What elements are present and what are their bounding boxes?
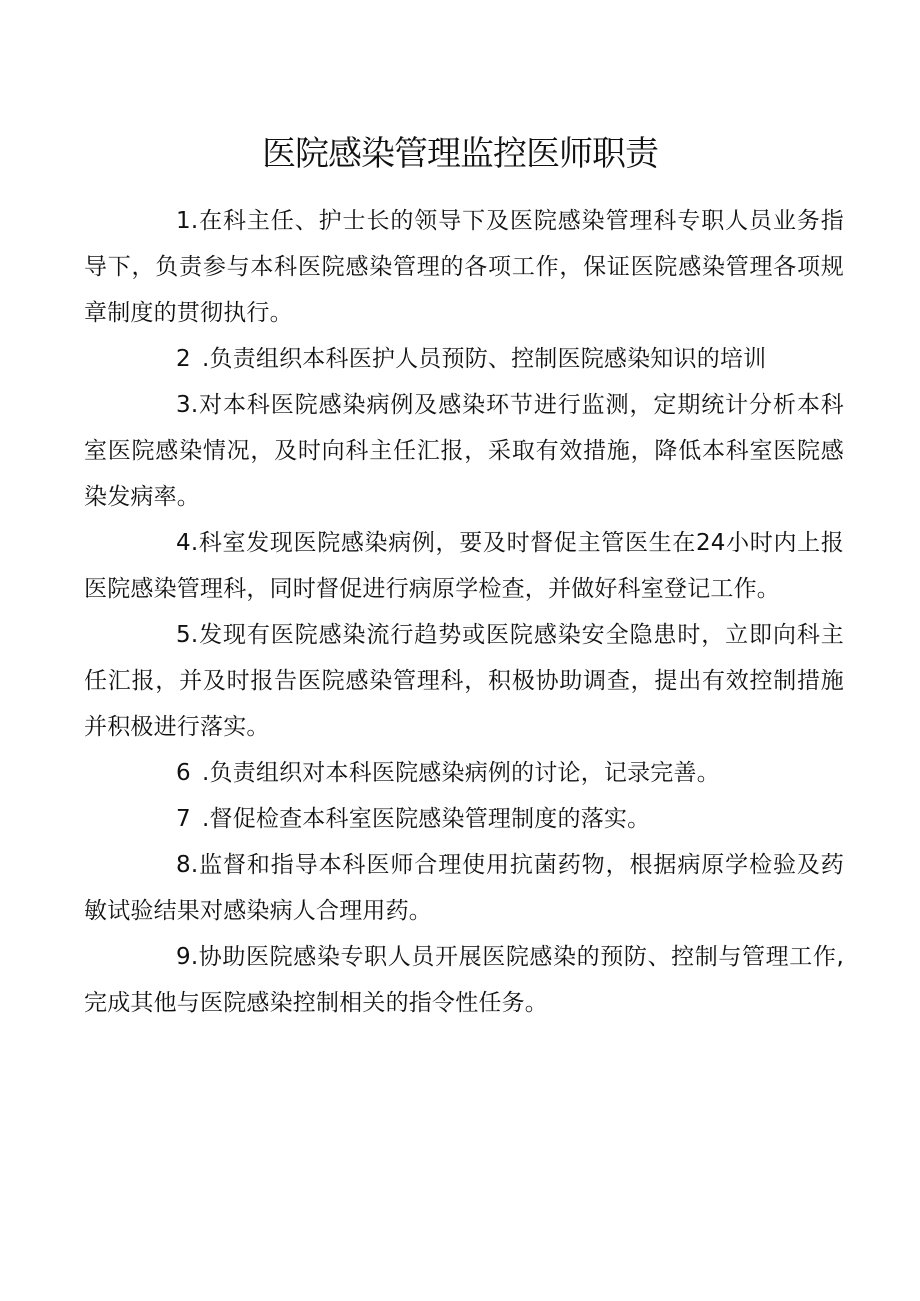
duty-text: .协助医院感染专职人员开展医院感染的预防、控制与管理工作,完成其他与医院感染控制相关的指令性任务。 (84, 944, 844, 1016)
duty-number: 1 (176, 208, 191, 234)
page-title: 医院感染管理监控医师职责 (262, 134, 658, 174)
duty-text: .发现有医院感染流行趋势或医院感染安全隐患时，立即向科主任汇报，并及时报告医院感染管理科，积极协助调查，提出有效控制措施并积极进行落实。 (84, 622, 844, 740)
duty-number: 5 (176, 622, 191, 648)
duty-text: .负责组织本科医护人员预防、控制医院感染知识的培训 (202, 346, 767, 372)
duty-item-6 (84, 750, 844, 796)
duty-item-4 (84, 520, 844, 612)
duty-text: .对本科医院感染病例及感染环节进行监测，定期统计分析本科室医院感染情况，及时向科主任汇报，采取有效措施，降低本科室医院感染发病率。 (84, 392, 844, 510)
duty-item-5 (84, 612, 844, 750)
duty-item-9 (84, 934, 844, 1026)
duty-text: .负责组织对本科医院感染病例的讨论，记录完善。 (202, 760, 720, 786)
duty-number: 8 (176, 852, 191, 878)
duty-text: .监督和指导本科医师合理使用抗菌药物，根据病原学检验及药敏试验结果对感染病人合理用药。 (84, 852, 844, 924)
duty-list (84, 198, 844, 1026)
duty-number: 3 (176, 392, 191, 418)
duty-text: .在科主任、护士长的领导下及医院感染管理科专职人员业务指导下，负责参与本科医院感染管理的各项工作，保证医院感染管理各项规章制度的贯彻执行。 (84, 208, 844, 326)
duty-item-2 (84, 336, 844, 382)
duty-item-3 (84, 382, 844, 520)
duty-text: .科室发现医院感染病例，要及时督促主管医生在24小时内上报医院感染管理科，同时督促进行病原学检查，并做好科室登记工作。 (84, 530, 844, 602)
duty-number: 9 (176, 944, 191, 970)
duty-text: .督促检查本科室医院感染管理制度的落实。 (202, 806, 651, 832)
duty-number: 2 (176, 346, 191, 372)
duty-item-8 (84, 842, 844, 934)
duty-number: 4 (176, 530, 191, 556)
duty-number: 6 (176, 760, 191, 786)
duty-number: 7 (176, 806, 191, 832)
duty-item-1 (84, 198, 844, 336)
duty-item-7 (84, 796, 844, 842)
